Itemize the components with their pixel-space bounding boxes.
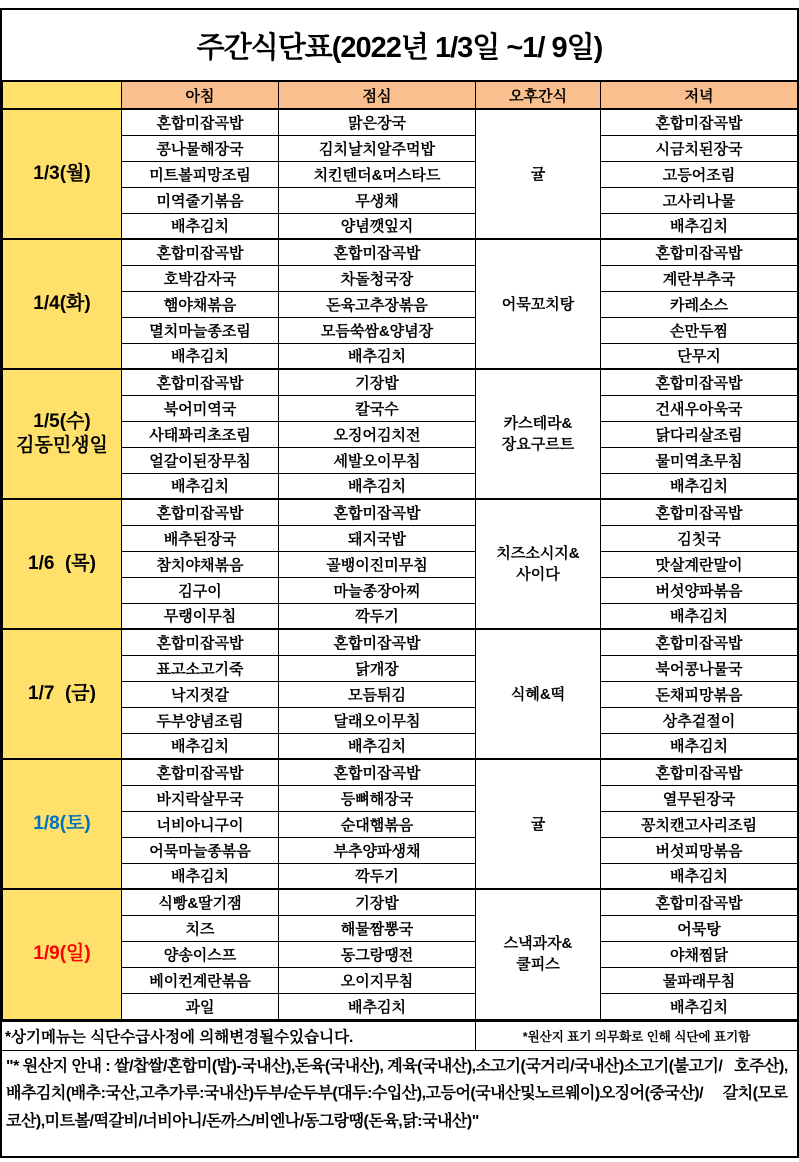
menu-row bbox=[3, 603, 798, 629]
menu-row bbox=[3, 889, 798, 915]
lunch-menu-item: 순대햄볶음 bbox=[279, 811, 476, 837]
dinner-menu-item: 돈채피망볶음 bbox=[601, 681, 798, 707]
breakfast-menu-item: 혼합미잡곡밥 bbox=[122, 499, 279, 525]
lunch-menu-item: 치킨텐더&머스타드 bbox=[279, 161, 476, 187]
breakfast-menu-item: 북어미역국 bbox=[122, 395, 279, 421]
breakfast-menu-item: 미역줄기볶음 bbox=[122, 187, 279, 213]
breakfast-menu-item: 배추김치 bbox=[122, 733, 279, 759]
afternoon-snack-cell bbox=[476, 759, 601, 889]
afternoon-snack-cell bbox=[476, 889, 601, 1019]
menu-row bbox=[3, 811, 798, 837]
lunch-menu-item: 깍두기 bbox=[279, 863, 476, 889]
breakfast-menu-item: 혼합미잡곡밥 bbox=[122, 239, 279, 265]
dinner-menu-item: 열무된장국 bbox=[601, 785, 798, 811]
lunch-menu-item: 배추김치 bbox=[279, 733, 476, 759]
afternoon-snack-cell bbox=[476, 239, 601, 369]
origin-label-note: *원산지 표기 의무화로 인해 식단에 표기함 bbox=[522, 1029, 751, 1044]
breakfast-menu-item: 혼합미잡곡밥 bbox=[122, 369, 279, 395]
day-label-cell bbox=[3, 889, 122, 1019]
dinner-menu-item: 배추김치 bbox=[601, 993, 798, 1019]
dinner-menu-item: 김칫국 bbox=[601, 525, 798, 551]
dinner-menu-item: 버섯양파볶음 bbox=[601, 577, 798, 603]
snack-item-line: 어묵꼬치탕 bbox=[501, 295, 575, 313]
dinner-menu-item: 꽁치캔고사리조림 bbox=[601, 811, 798, 837]
breakfast-menu-item: 혼합미잡곡밥 bbox=[122, 629, 279, 655]
snack-item-line: 쿨피스 bbox=[516, 956, 560, 974]
afternoon-snack-cell bbox=[476, 499, 601, 629]
dinner-menu-item: 버섯피망볶음 bbox=[601, 837, 798, 863]
snack-item-line: 귤 bbox=[530, 815, 546, 833]
breakfast-menu-item: 배추김치 bbox=[122, 343, 279, 369]
dinner-menu-item: 야채찜닭 bbox=[601, 941, 798, 967]
breakfast-menu-item: 혼합미잡곡밥 bbox=[122, 109, 279, 135]
lunch-menu-item: 차돌청국장 bbox=[279, 265, 476, 291]
breakfast-menu-item: 너비아니구이 bbox=[122, 811, 279, 837]
menu-row bbox=[3, 109, 798, 135]
lunch-menu-item: 골뱅이진미무침 bbox=[279, 551, 476, 577]
lunch-menu-item: 깍두기 bbox=[279, 603, 476, 629]
dinner-menu-item: 카레소스 bbox=[601, 291, 798, 317]
dinner-menu-item: 고사리나물 bbox=[601, 187, 798, 213]
menu-row bbox=[3, 577, 798, 603]
origin-info-text: "* 원산지 안내 : 쌀/찹쌀/혼합미(밥)-국내산),돈육(국내산), 계육(국내산),소고기(국거리/국내산)소고기(불고기/ 호주산),배추김치(배추:국산,고추가루:국내산)두부/순두부(대두:수입산),고등어(국내산및노르웨이)오징어(중국산)/ 갈치(모로코산),미트볼/떡갈비/너비아니/돈까스/비엔나/동그랑땡(돈육,닭:국내산)" bbox=[6, 1057, 788, 1130]
header-breakfast: 아침 bbox=[122, 81, 279, 109]
menu-row bbox=[3, 785, 798, 811]
afternoon-snack-cell bbox=[476, 369, 601, 499]
menu-row bbox=[3, 343, 798, 369]
menu-row bbox=[3, 993, 798, 1019]
menu-row bbox=[3, 447, 798, 473]
lunch-menu-item: 돼지국밥 bbox=[279, 525, 476, 551]
day-label-cell bbox=[3, 629, 122, 759]
lunch-menu-item: 양념깻잎지 bbox=[279, 213, 476, 239]
lunch-menu-item: 기장밥 bbox=[279, 369, 476, 395]
breakfast-menu-item: 치즈 bbox=[122, 915, 279, 941]
menu-row bbox=[3, 213, 798, 239]
snack-item-line: 장요구르트 bbox=[501, 436, 575, 453]
header-afternoon-snack: 오후간식 bbox=[476, 81, 601, 109]
day-label-cell bbox=[3, 369, 122, 499]
dinner-menu-item: 북어콩나물국 bbox=[601, 655, 798, 681]
breakfast-menu-item: 사태꽈리초조림 bbox=[122, 421, 279, 447]
footnotes-row bbox=[2, 1020, 797, 1051]
menu-row bbox=[3, 915, 798, 941]
lunch-menu-item: 모듬튀김 bbox=[279, 681, 476, 707]
breakfast-menu-item: 햄야채볶음 bbox=[122, 291, 279, 317]
breakfast-menu-item: 혼합미잡곡밥 bbox=[122, 759, 279, 785]
afternoon-snack-cell bbox=[476, 109, 601, 239]
table-header bbox=[3, 81, 798, 109]
dinner-menu-item: 혼합미잡곡밥 bbox=[601, 759, 798, 785]
weekly-meal-plan-sheet bbox=[0, 8, 799, 1158]
dinner-menu-item: 배추김치 bbox=[601, 863, 798, 889]
lunch-menu-item: 기장밥 bbox=[279, 889, 476, 915]
snack-item-line: 귤 bbox=[530, 165, 546, 183]
menu-row bbox=[3, 161, 798, 187]
day-label-line: 1/3(월) bbox=[33, 163, 91, 185]
dinner-menu-item: 혼합미잡곡밥 bbox=[601, 889, 798, 915]
menu-row bbox=[3, 707, 798, 733]
menu-row bbox=[3, 499, 798, 525]
lunch-menu-item: 무생채 bbox=[279, 187, 476, 213]
lunch-menu-item: 오이지무침 bbox=[279, 967, 476, 993]
lunch-menu-item: 혼합미잡곡밥 bbox=[279, 239, 476, 265]
page-title: 주간식단표(2022년 1/3일 ~1/ 9일) bbox=[196, 31, 603, 64]
dinner-menu-item: 단무지 bbox=[601, 343, 798, 369]
lunch-menu-item: 혼합미잡곡밥 bbox=[279, 759, 476, 785]
menu-row bbox=[3, 395, 798, 421]
day-label-line: 1/9(일) bbox=[33, 943, 91, 965]
day-label-cell bbox=[3, 499, 122, 629]
breakfast-menu-item: 어묵마늘종볶음 bbox=[122, 837, 279, 863]
day-label-cell bbox=[3, 109, 122, 239]
day-label-line: 김동민생일 bbox=[16, 435, 108, 456]
breakfast-menu-item: 콩나물해장국 bbox=[122, 135, 279, 161]
lunch-menu-item: 배추김치 bbox=[279, 473, 476, 499]
lunch-menu-item: 배추김치 bbox=[279, 343, 476, 369]
menu-row bbox=[3, 759, 798, 785]
menu-row bbox=[3, 655, 798, 681]
dinner-menu-item: 혼합미잡곡밥 bbox=[601, 109, 798, 135]
dinner-menu-item: 배추김치 bbox=[601, 213, 798, 239]
breakfast-menu-item: 바지락살무국 bbox=[122, 785, 279, 811]
breakfast-menu-item: 낙지젓갈 bbox=[122, 681, 279, 707]
menu-row bbox=[3, 265, 798, 291]
menu-row bbox=[3, 629, 798, 655]
menu-row bbox=[3, 837, 798, 863]
dinner-menu-item: 계란부추국 bbox=[601, 265, 798, 291]
breakfast-menu-item: 양송이스프 bbox=[122, 941, 279, 967]
afternoon-snack-cell bbox=[476, 629, 601, 759]
menu-row bbox=[3, 135, 798, 161]
day-label-line: 1/7 (금) bbox=[28, 683, 96, 705]
breakfast-menu-item: 무랭이무침 bbox=[122, 603, 279, 629]
meal-plan-table bbox=[2, 80, 798, 1020]
menu-row bbox=[3, 421, 798, 447]
dinner-menu-item: 혼합미잡곡밥 bbox=[601, 629, 798, 655]
breakfast-menu-item: 얼갈이된장무침 bbox=[122, 447, 279, 473]
breakfast-menu-item: 김구이 bbox=[122, 577, 279, 603]
menu-row bbox=[3, 291, 798, 317]
header-row bbox=[3, 81, 798, 109]
menu-row bbox=[3, 863, 798, 889]
breakfast-menu-item: 미트볼피망조림 bbox=[122, 161, 279, 187]
day-label-line: 1/4(화) bbox=[33, 293, 91, 315]
dinner-menu-item: 혼합미잡곡밥 bbox=[601, 499, 798, 525]
dinner-menu-item: 배추김치 bbox=[601, 473, 798, 499]
lunch-menu-item: 오징어김치전 bbox=[279, 421, 476, 447]
day-label-cell bbox=[3, 759, 122, 889]
snack-item-line: 카스테라& bbox=[503, 415, 573, 432]
lunch-menu-item: 세발오이무침 bbox=[279, 447, 476, 473]
lunch-menu-item: 닭개장 bbox=[279, 655, 476, 681]
breakfast-menu-item: 배추김치 bbox=[122, 863, 279, 889]
menu-row bbox=[3, 239, 798, 265]
breakfast-menu-item: 베이컨계란볶음 bbox=[122, 967, 279, 993]
header-day-corner bbox=[3, 81, 122, 109]
day-label-line: 1/8(토) bbox=[33, 813, 91, 835]
lunch-menu-item: 등뼈해장국 bbox=[279, 785, 476, 811]
lunch-menu-item: 돈육고추장볶음 bbox=[279, 291, 476, 317]
lunch-menu-item: 동그랑땡전 bbox=[279, 941, 476, 967]
menu-row bbox=[3, 473, 798, 499]
breakfast-menu-item: 참치야채볶음 bbox=[122, 551, 279, 577]
dinner-menu-item: 건새우아욱국 bbox=[601, 395, 798, 421]
lunch-menu-item: 배추김치 bbox=[279, 993, 476, 1019]
lunch-menu-item: 맑은장국 bbox=[279, 109, 476, 135]
menu-change-note: *상기메뉴는 식단수급사정에 의해변경될수있습니다. bbox=[2, 1022, 476, 1050]
snack-item-line: 스낵과자& bbox=[503, 935, 573, 953]
dinner-menu-item: 상추겉절이 bbox=[601, 707, 798, 733]
menu-row bbox=[3, 525, 798, 551]
dinner-menu-item: 혼합미잡곡밥 bbox=[601, 239, 798, 265]
dinner-menu-item: 닭다리살조림 bbox=[601, 421, 798, 447]
dinner-menu-item: 손만두찜 bbox=[601, 317, 798, 343]
lunch-menu-item: 칼국수 bbox=[279, 395, 476, 421]
breakfast-menu-item: 배추김치 bbox=[122, 473, 279, 499]
snack-item-line: 식혜&떡 bbox=[510, 685, 566, 703]
header-lunch: 점심 bbox=[279, 81, 476, 109]
breakfast-menu-item: 호박감자국 bbox=[122, 265, 279, 291]
menu-row bbox=[3, 733, 798, 759]
breakfast-menu-item: 배추김치 bbox=[122, 213, 279, 239]
menu-row bbox=[3, 187, 798, 213]
breakfast-menu-item: 식빵&딸기잼 bbox=[122, 889, 279, 915]
menu-row bbox=[3, 681, 798, 707]
dinner-menu-item: 고등어조림 bbox=[601, 161, 798, 187]
lunch-menu-item: 모듬쑥쌈&양념장 bbox=[279, 317, 476, 343]
breakfast-menu-item: 표고소고기죽 bbox=[122, 655, 279, 681]
dinner-menu-item: 혼합미잡곡밥 bbox=[601, 369, 798, 395]
dinner-menu-item: 시금치된장국 bbox=[601, 135, 798, 161]
dinner-menu-item: 맛살계란말이 bbox=[601, 551, 798, 577]
breakfast-menu-item: 두부양념조림 bbox=[122, 707, 279, 733]
day-label-line: 1/6 (목) bbox=[28, 553, 96, 575]
lunch-menu-item: 혼합미잡곡밥 bbox=[279, 499, 476, 525]
breakfast-menu-item: 멸치마늘종조림 bbox=[122, 317, 279, 343]
lunch-menu-item: 김치날치알주먹밥 bbox=[279, 135, 476, 161]
lunch-menu-item: 해물짬뽕국 bbox=[279, 915, 476, 941]
menu-row bbox=[3, 941, 798, 967]
dinner-menu-item: 배추김치 bbox=[601, 733, 798, 759]
breakfast-menu-item: 과일 bbox=[122, 993, 279, 1019]
snack-item-line: 치즈소시지& bbox=[496, 545, 580, 562]
dinner-menu-item: 물파래무침 bbox=[601, 967, 798, 993]
breakfast-menu-item: 배추된장국 bbox=[122, 525, 279, 551]
day-label-line: 1/5(수) bbox=[33, 411, 91, 433]
header-dinner: 저녁 bbox=[601, 81, 798, 109]
table-body bbox=[3, 109, 798, 1019]
lunch-menu-item: 달래오이무침 bbox=[279, 707, 476, 733]
menu-row bbox=[3, 369, 798, 395]
dinner-menu-item: 물미역초무침 bbox=[601, 447, 798, 473]
menu-row bbox=[3, 551, 798, 577]
dinner-menu-item: 어묵탕 bbox=[601, 915, 798, 941]
day-label-cell bbox=[3, 239, 122, 369]
snack-item-line: 사이다 bbox=[516, 566, 560, 583]
dinner-menu-item: 배추김치 bbox=[601, 603, 798, 629]
menu-row bbox=[3, 967, 798, 993]
menu-row bbox=[3, 317, 798, 343]
lunch-menu-item: 마늘종장아찌 bbox=[279, 577, 476, 603]
lunch-menu-item: 부추양파생채 bbox=[279, 837, 476, 863]
lunch-menu-item: 혼합미잡곡밥 bbox=[279, 629, 476, 655]
